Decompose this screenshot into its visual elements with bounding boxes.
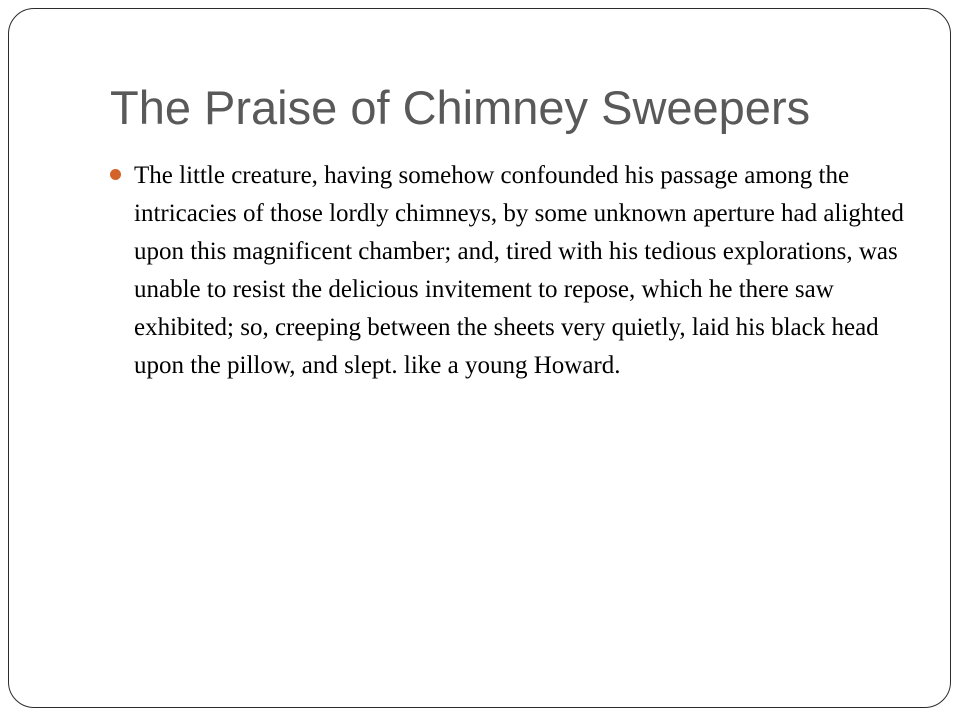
slide-title: The Praise of Chimney Sweepers [110,81,811,134]
list-item [110,157,910,385]
bullet-list [110,157,910,385]
round-bullet-icon [110,169,121,180]
bullet-text: The little creature, having somehow confounded his passage among the intricacies of those lordly chimneys, by some unknown aperture had alighted upon this magnificent chamber; and, tired with his tedious explorations, was unable to resist the delicious invitement to repose, which he there saw exhibited; so, creeping between the sheets very quietly, laid his black head upon the pillow, and slept. like a young Howard. [134,162,904,379]
